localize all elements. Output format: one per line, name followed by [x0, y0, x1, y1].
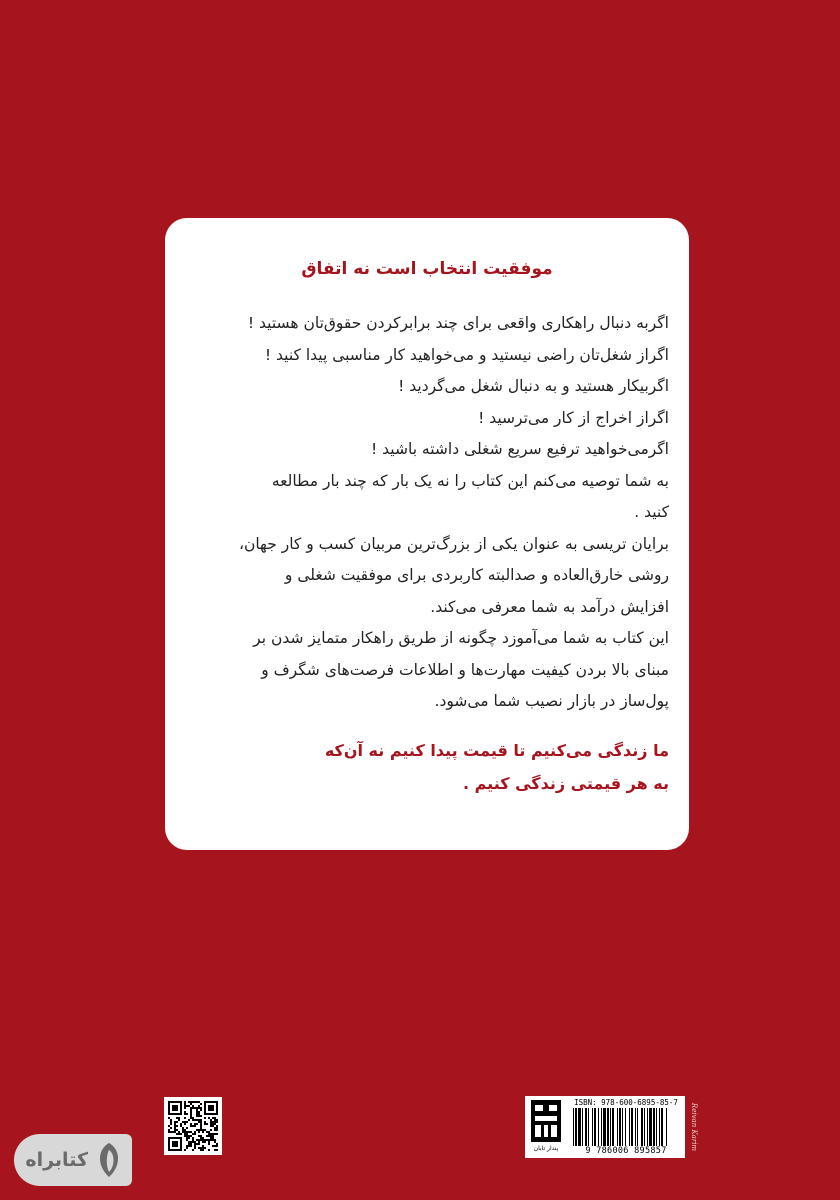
blurb-line: این کتاب به شما می‌آموزد چگونه از طریق راهکار متمایز شدن بر [253, 629, 669, 647]
blurb-line: اگراز شغل‌تان راضی نیستید و می‌خواهید کار مناسبی پیدا کنید ! [264, 345, 669, 364]
blurb-line: مبنای بالا بردن کیفیت مهارت‌ها و اطلاعات فرصت‌های شگرف و [261, 660, 669, 679]
card-title: موفقیت انتخاب است نه اتفاق [301, 259, 553, 279]
blurb-line: پول‌ساز در بازار نصیب شما می‌شود. [434, 692, 669, 710]
ketabrah-watermark[interactable] [14, 1134, 132, 1186]
blurb-line: افزایش درآمد به شما معرفی می‌کند. [430, 597, 669, 616]
isbn-barcode [567, 1096, 685, 1158]
closing-quote [185, 734, 669, 800]
blurb-line: به شما توصیه می‌کنم این کتاب را نه یک بار که چند بار مطالعه [271, 471, 669, 490]
isbn-digits: 9 786006 895857 [585, 1146, 667, 1156]
qr-code-pattern [168, 1101, 218, 1151]
closing-quote-line: به هر قیمتی زندگی کنیم . [462, 773, 669, 793]
qr-code[interactable] [164, 1097, 222, 1155]
blurb-line: اگربه دنبال راهکاری واقعی برای چند برابرکردن حقوق‌تان هستید ! [247, 314, 669, 332]
designer-credit-text: Reivan Karim [690, 1102, 699, 1152]
publisher-name: پندار تابان [533, 1145, 559, 1152]
blurb-line: اگرمی‌خواهید ترفیع سریع شغلی داشته باشید ! [371, 440, 669, 458]
blurb-line: اگراز اخراج از کار می‌ترسید ! [478, 408, 669, 427]
closing-quote-line: ما زندگی می‌کنیم تا قیمت پیدا کنیم نه آن‌که [324, 740, 669, 760]
blurb-line: اگربیکار هستید و به دنبال شغل می‌گردید ! [398, 377, 669, 395]
publisher-logo [525, 1096, 567, 1158]
publisher-logo-icon [530, 1099, 562, 1143]
blurb-line: برایان تریسی به عنوان یکی از بزرگ‌ترین مربیان کسب و کار جهان، [238, 534, 669, 553]
blurb-body [185, 308, 669, 718]
ketabrah-leaf-icon [94, 1141, 124, 1179]
isbn-label: ISBN: 978-600-6895-85-7 [574, 1098, 678, 1107]
barcode-bars [570, 1108, 682, 1146]
blurb-line: روشی خارق‌العاده و صدالبته کاربردی برای موفقیت شغلی و [284, 566, 669, 584]
designer-credit [688, 1096, 700, 1158]
back-cover-text-card [165, 218, 689, 850]
watermark-text: کتابراه [25, 1149, 88, 1171]
blurb-line: کنید . [634, 503, 669, 521]
